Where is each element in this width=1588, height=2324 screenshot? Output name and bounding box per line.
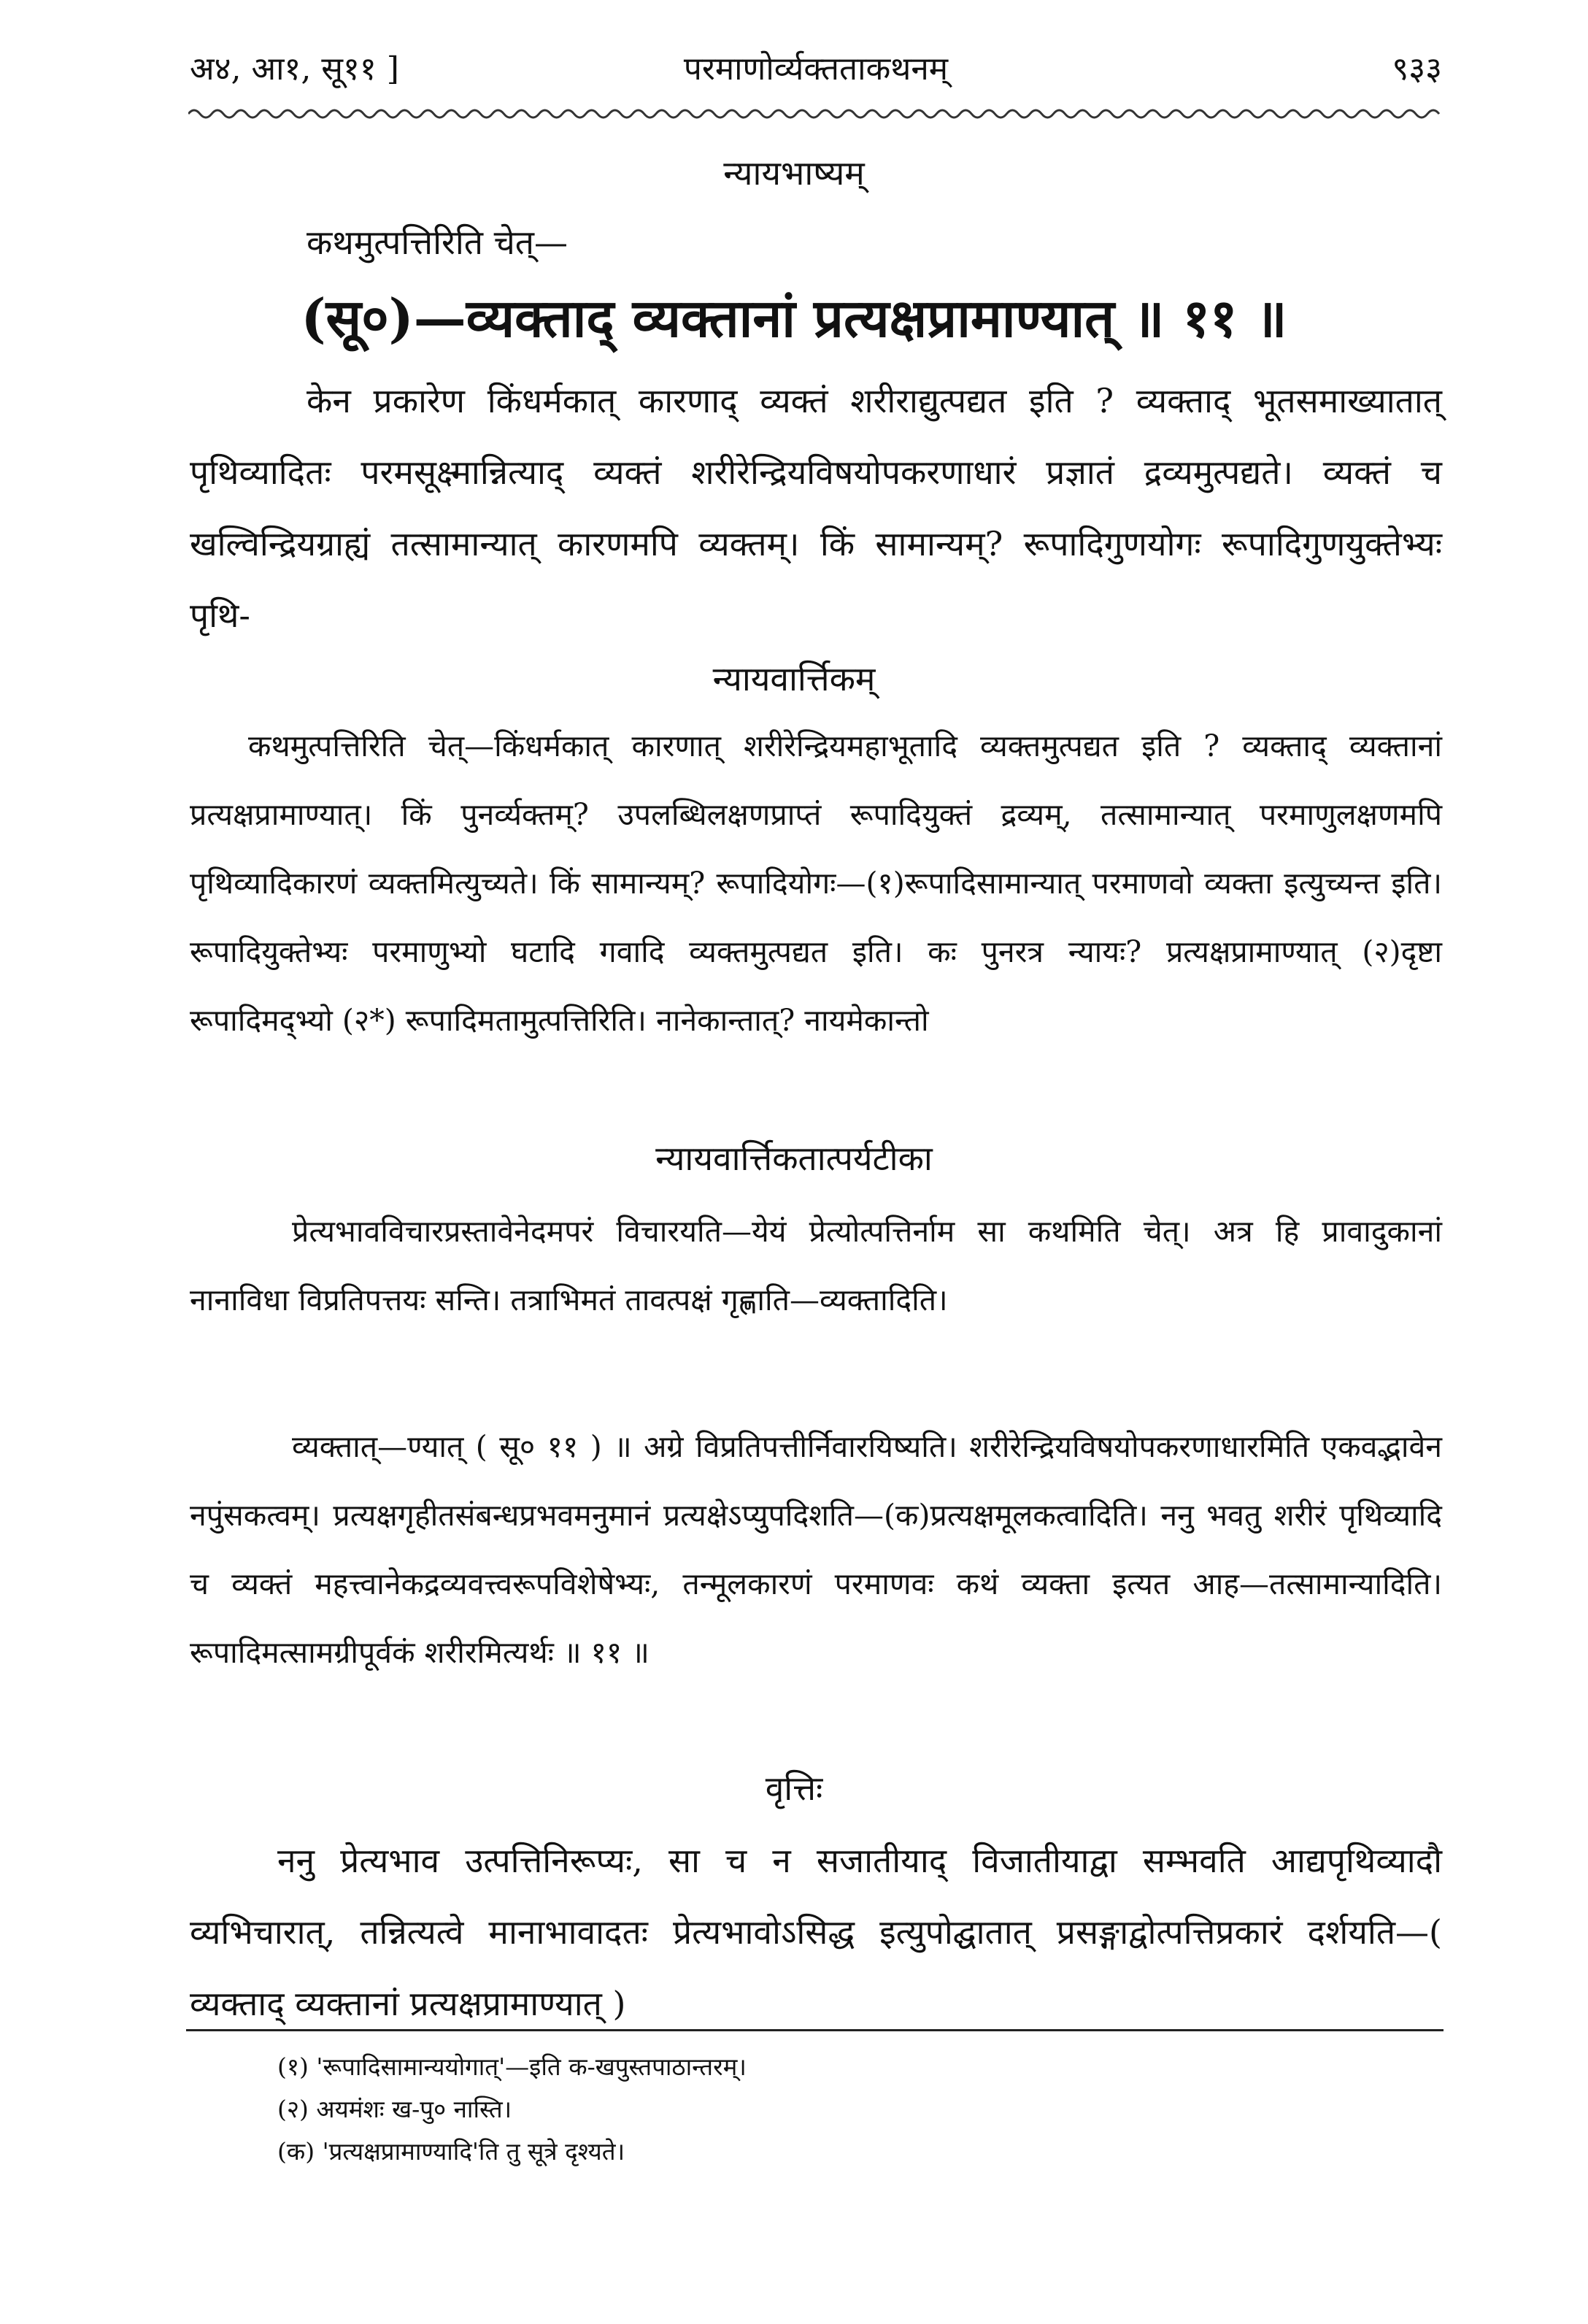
header-location: अ४, आ१, सू११ ] <box>190 50 399 88</box>
footnote-rule <box>186 2029 1444 2031</box>
section-heading-nyayavartika: न्यायवार्त्तिकम् <box>712 659 876 699</box>
sutra-line: (सू०)—व्यक्ताद् व्यक्तानां प्रत्यक्षप्रामाण्यात् ॥ ११ ॥ <box>301 287 1287 349</box>
header-wavy-rule <box>188 107 1444 121</box>
page-number: ९३३ <box>1392 50 1442 88</box>
footnote-k: (क) 'प्रत्यक्षप्रामाण्यादि'ति तु सूत्रे दृश्यते। <box>277 2137 625 2166</box>
footnote-2: (२) अयमंशः ख-पु० नास्ति। <box>277 2095 512 2123</box>
running-header <box>190 45 1442 96</box>
footnote-1: (१) 'रूपादिसामान्ययोगात्'—इति क-खपुस्तपाठान्तरम्। <box>277 2052 747 2081</box>
section-heading-tatparyatika: न्यायवार्त्तिकतात्पर्यटीका <box>655 1139 933 1178</box>
section-heading-vritti: वृत्तिः <box>765 1769 823 1808</box>
tika-paragraph-2: व्यक्तात्—ण्यात् ( सू० ११ ) ॥ अग्रे विप्रतिपत्तीर्निवारयिष्यति। शरीरेन्द्रियविषयोपकरणाधारमिति एकवद्भावेन नपुंसकत्वम्। प्रत्यक्षगृहीतसंबन्धप्रभवमनुमानं प्रत्यक्षेऽप्युपदिशति—(क)प्रत्यक्षमूलकत्वादिति। ननु भवतु शरीरं पृथिव्यादि च व्यक्तं महत्त्वानेकद्रव्यवत्त्वरूपविशेषेभ्यः, तन्मूलकारणं परमाणवः कथं व्यक्ता इत्यत आह—तत्सामान्यादिति। रूपादिमत्सामग्रीपूर्वकं शरीरमित्यर्थः ॥ ११ ॥ <box>190 1429 1442 1670</box>
header-title: परमाणोर्व्यक्तताकथनम् <box>683 50 949 88</box>
bhashya-paragraph: केन प्रकारेण किंधर्मकात् कारणाद् व्यक्तं शरीराद्युत्पद्यत इति ? व्यक्ताद् भूतसमाख्यातात् पृथिव्यादितः परमसूक्ष्मान्नित्याद् व्यक्तं शरीरेन्द्रियविषयोपकरणाधारं प्रज्ञातं द्रव्यमुत्पद्यते। व्यक्तं च खल्विन्द्रियग्राह्यं तत्सामान्यात् कारणमपि व्यक्तम्। किं सामान्यम्? रूपादिगुणयोगः रूपादिगुणयुक्तेभ्यः पृथि- <box>190 381 1442 635</box>
vritti-paragraph: ननु प्रेत्यभाव उत्पत्तिनिरूप्यः, सा च न सजातीयाद् विजातीयाद्वा सम्भवति आद्यपृथिव्यादौ व्यभिचारात्, तन्नित्यत्वे मानाभावादतः प्रेत्यभावोऽसिद्ध इत्युपोद्घातात् प्रसङ्गाद्वोत्पत्तिप्रकारं दर्शयति—( व्यक्ताद् व्यक्तानां प्रत्यक्षप्रामाण्यात् ) <box>190 1841 1442 2023</box>
section-heading-nyayabhashya: न्यायभाष्यम् <box>723 153 865 193</box>
intro-line: कथमुत्पत्तिरिति चेत्— <box>307 223 568 262</box>
tika-paragraph-1: प्रेत्यभावविचारप्रस्तावेनेदमपरं विचारयति—येयं प्रेत्योत्पत्तिर्नाम सा कथमिति चेत्। अत्र हि प्रावादुकानां नानाविधा विप्रतिपत्तयः सन्ति। तत्राभिमतं तावत्पक्षं गृह्णाति—व्यक्तादिति। <box>190 1214 1442 1317</box>
vartika-paragraph: कथमुत्पत्तिरिति चेत्—किंधर्मकात् कारणात् शरीरेन्द्रियमहाभूतादि व्यक्तमुत्पद्यत इति ? व्यक्ताद् व्यक्तानां प्रत्यक्षप्रामाण्यात्। किं पुनर्व्यक्तम्? उपलब्धिलक्षणप्राप्तं रूपादियुक्तं द्रव्यम्, तत्सामान्यात् परमाणुलक्षणमपि पृथिव्यादिकारणं व्यक्तमित्युच्यते। किं सामान्यम्? रूपादियोगः—(१)रूपादिसामान्यात् परमाणवो व्यक्ता इत्युच्यन्त इति। रूपादियुक्तेभ्यः परमाणुभ्यो घटादि गवादि व्यक्तमुत्पद्यत इति। कः पुनरत्र न्यायः? प्रत्यक्षप्रामाण्यात् (२)दृष्टा रूपादिमद्भ्यो (२*) रूपादिमतामुत्पत्तिरिति। नानेकान्तात्? नायमेकान्तो <box>190 728 1442 1038</box>
